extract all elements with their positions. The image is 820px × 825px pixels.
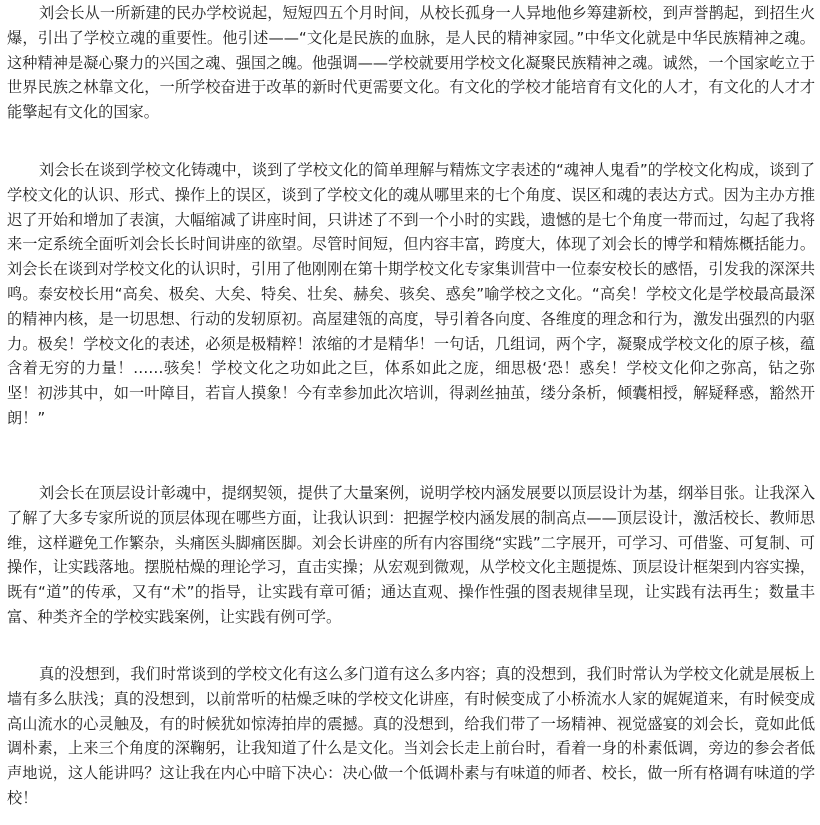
paragraph-1: 刘会长从一所新建的民办学校说起，短短四五个月时间，从校长孤身一人异地他乡筹建新校，到声誉鹊起，到招生火爆，引出了学校立魂的重要性。他引述——“文化是民族的血脉，是人民的精神家园。”中华文化就是中华民族精神之魂。这种精神是凝心聚力的兴国之魂、强国之魄。他强调——学校就要用学校文化凝聚民族精神之魂。诚然，一个国家屹立于世界民族之林靠文化，一所学校奋进于改革的新时代更需要文化。有文化的学校才能培育有文化的人才，有文化的人才才能擎起有文化的国家。 <box>7 4 815 122</box>
paragraph-3: 刘会长在顶层设计彰魂中，提纲契领，提供了大量案例，说明学校内涵发展要以顶层设计为基，纲举目张。让我深入了解了大多专家所说的顶层体现在哪些方面，让我认识到：把握学校内涵发展的制高点——顶层设计，激活校长、教师思维，这样避免工作繁杂，头痛医头脚痛医脚。刘会长讲座的所有内容围绕“实践”二字展开，可学习、可借鉴、可复制、可操作，让实践落地。摆脱枯燥的理论学习，直击实操；从宏观到微观，从学校文化主题提炼、顶层设计框架到内容实操，既有“道”的传承，又有“术”的指导，让实践有章可循；通达直观、操作性强的图表规律呈现，让实践有法再生；数量丰富、种类齐全的学校实践案例，让实践有例可学。 <box>7 484 815 626</box>
paragraph-4: 真的没想到，我们时常谈到的学校文化有这么多门道有这么多内容；真的没想到，我们时常认为学校文化就是展板上墙有多么肤浅；真的没想到，以前常听的枯燥乏味的学校文化讲座，有时候变成了小桥流水人家的娓娓道来，有时候变成高山流水的心灵触及，有的时候犹如惊涛拍岸的震撼。真的没想到，给我们带了一场精神、视觉盛宴的刘会长，竟如此低调朴素，上来三个角度的深鞠躬，让我知道了什么是文化。当刘会长走上前台时，看着一身的朴素低调，旁边的参会者低声地说，这人能讲吗？这让我在内心中暗下决心：决心做一个低调朴素与有味道的师者、校长，做一所有格调有味道的学校！ <box>7 665 815 807</box>
paragraph-2: 刘会长在谈到学校文化铸魂中，谈到了学校文化的简单理解与精炼文字表述的“魂神人鬼看”的学校文化构成，谈到了学校文化的认识、形式、操作上的误区，谈到了学校文化的魂从哪里来的七个角度、误区和魂的表达方式。因为主办方推迟了开始和增加了表演，大幅缩减了讲座时间，只讲述了不到一个小时的实践，遗憾的是七个角度一带而过，勾起了我将来一定系统全面听刘会长长时间讲座的欲望。尽管时间短，但内容丰富，跨度大，体现了刘会长的博学和精炼概括能力。刘会长在谈到对学校文化的认识时，引用了他刚刚在第十期学校文化专家集训营中一位泰安校长的感悟，引发我的深深共鸣。泰安校长用“高矣、极矣、大矣、特矣、壮矣、赫矣、骇矣、惑矣”喻学校之文化。“高矣！学校文化是学校最高最深的精神内核，是一切思想、行动的发轫原初。高屋建瓴的高度，导引着各向度、各维度的理念和行为，激发出强烈的内驱力。极矣！学校文化的表述，必须是极精粹！浓缩的才是精华！一句话，几组词，两个字，凝聚成学校文化的原子核，蕴含着无穷的力量！……骇矣！学校文化之功如此之巨，体系如此之庞，细思极‘恐！惑矣！学校文化仰之弥高，钻之弥坚！初涉其中，如一叶障目，若盲人摸象！今有幸参加此次培训，得剥丝抽茧，缕分条析，倾囊相授，解疑释惑，豁然开朗！” <box>7 161 815 427</box>
